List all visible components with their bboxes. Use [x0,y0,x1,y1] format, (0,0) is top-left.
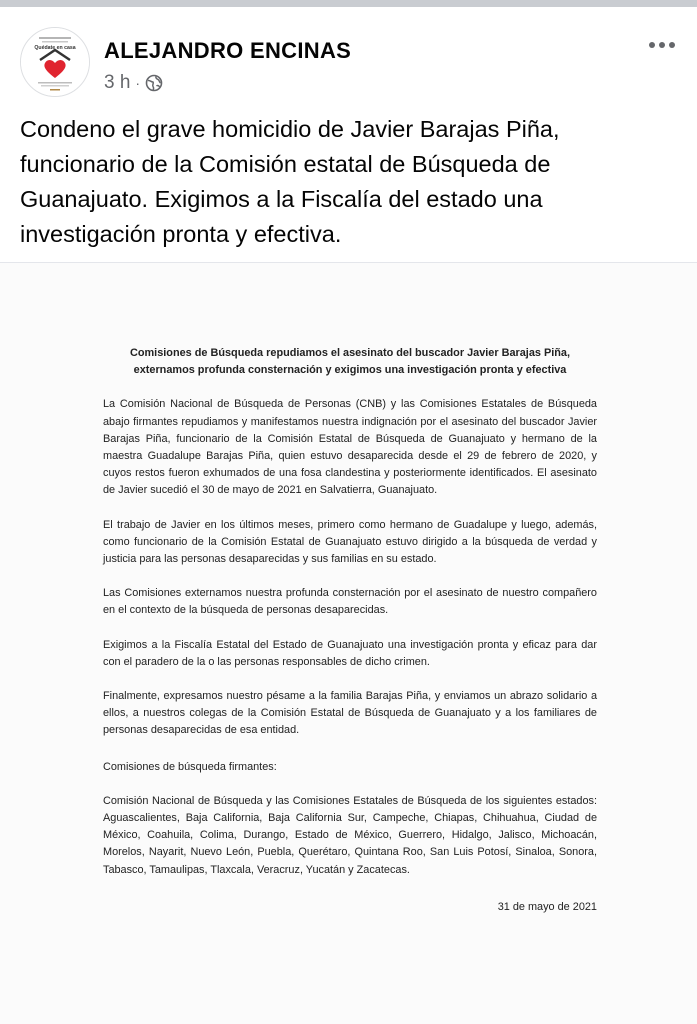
document-body [103,345,597,916]
post-text: Condeno el grave homicidio de Javier Barajas Piña, funcionario de la Comisión estatal de Búsqueda de Guanajuato. Exigimos a la Fiscalía del estado una investigación pronta y efectiva. [20,116,560,247]
document-paragraph: La Comisión Nacional de Búsqueda de Personas (CNB) y las Comisiones Estatales de Búsqueda abajo firmantes repudiamos y manifestamos nuestra indignación por el asesinato del buscador Javier Barajas Piña, funcionario de la Comisión Estatal de Búsqueda de Guanajuato y hermano de la maestra Guadalupe Barajas Piña, quien estuvo desaparecida desde el 29 de febrero de 2020, y cuyos restos fueron exhumados de una fosa clandestina y posteriormente identificados. El asesinato de Javier sucedió el 30 de mayo de 2021 en Salvatierra, Guanajuato. [103,398,597,497]
document-date: 31 de mayo de 2021 [497,900,597,913]
avatar-title: Quédate en casa [34,45,76,51]
post-meta [104,72,163,94]
top-edge-bar [0,0,697,7]
quedate-en-casa-logo [21,28,89,96]
more-dot [659,42,665,48]
globe-icon[interactable] [145,74,163,92]
signers-list: Comisión Nacional de Búsqueda y las Comisiones Estatales de Búsqueda de los siguientes estados: Aguascalientes, Baja California, Baja California Sur, Campeche, Chiapas, Chihuahua, Ciudad de México, Coahuila, Colima, Durango, Estado de México, Guerrero, Hidalgo, Jalisco, Michoacán, Morelos, Nayarit, Nuevo León, Puebla, Querétaro, Quintana Roo, San Luis Potosí, Sinaloa, Sonora, Tabasco, Tamaulipas, Tlaxcala, Veracruz, Yucatán y Zacatecas. [103,794,597,876]
avatar[interactable] [20,27,90,97]
more-dot [649,42,655,48]
document-title: Comisiones de Búsqueda repudiamos el asesinato del buscador Javier Barajas Piña, externamos profunda consternación y exigimos una investigación pronta y efectiva [129,347,571,377]
document-paragraph: El trabajo de Javier en los últimos meses, primero como hermano de Guadalupe y luego, además, como funcionario de la Comisión Estatal de Guanajuato estuvo dirigido a la búsqueda de verdad y justicia para las personas desaparecidas y sus familias en su estado. [103,518,597,566]
post-time[interactable]: 3 h [104,72,131,93]
post-image-document[interactable] [0,263,697,1024]
document-paragraph: Las Comisiones externamos nuestra profunda consternación por el asesinato de nuestro compañero en el contexto de la búsqueda de personas desaparecidas. [103,587,597,617]
more-dot [669,42,675,48]
document-paragraph: Exigimos a la Fiscalía Estatal del Estado de Guanajuato una investigación pronta y eficaz para dar con el paradero de la o las personas responsables de dicho crimen. [103,638,597,668]
document-paragraph: Finalmente, expresamos nuestro pésame a la familia Barajas Piña, y enviamos un abrazo solidario a ellos, a nuestros colegas de la Comisión Estatal de Búsqueda de Guanajuato y a los familiares de personas desaparecidas de esa entidad. [103,690,597,737]
more-options-icon[interactable] [649,40,679,50]
meta-separator: · [135,75,141,91]
author-name[interactable]: ALEJANDRO ENCINAS [104,38,352,63]
signers-label: Comisiones de búsqueda firmantes: [103,760,277,773]
